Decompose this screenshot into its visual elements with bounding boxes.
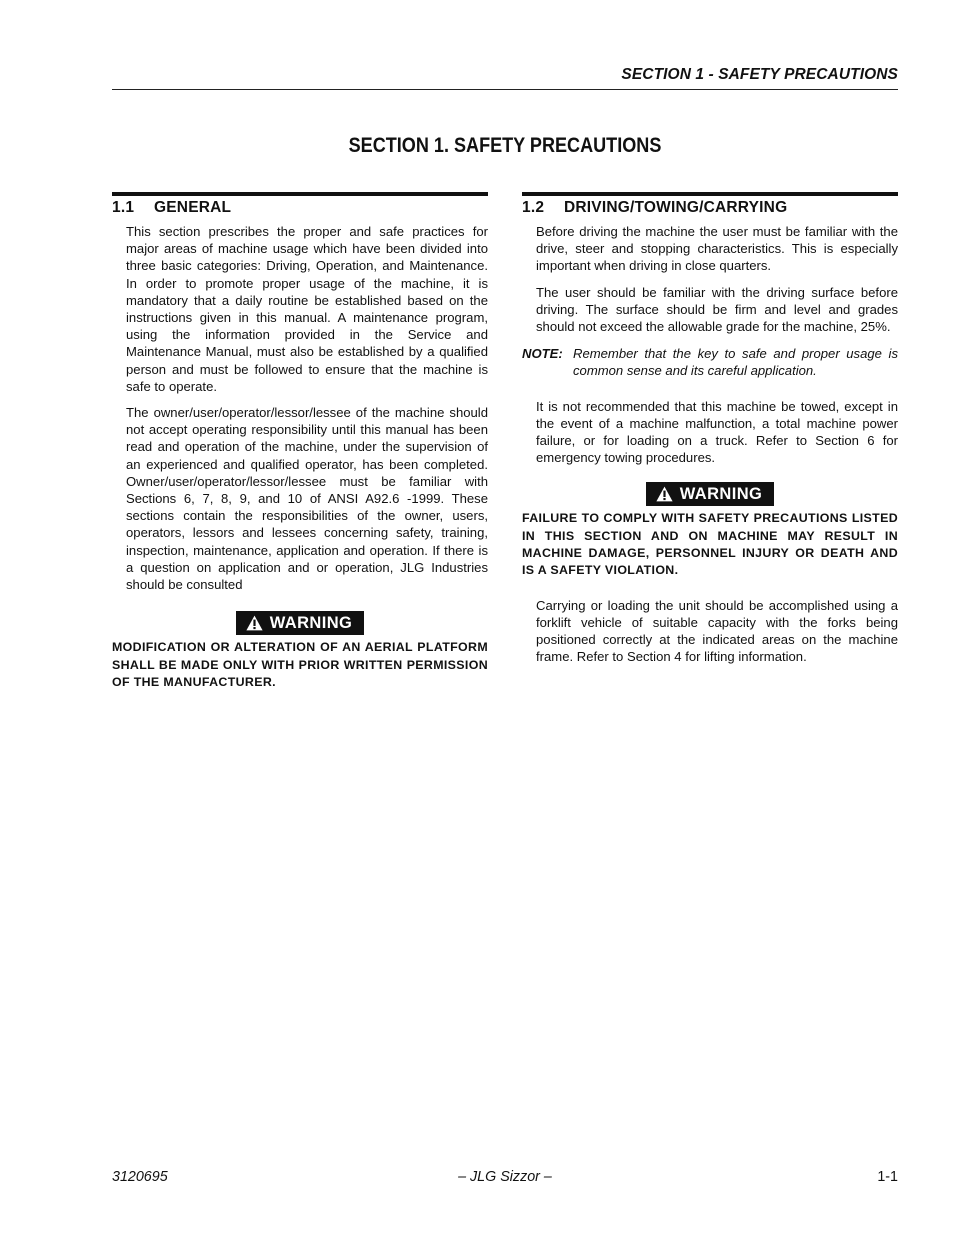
header-rule xyxy=(112,89,898,90)
section-rule xyxy=(522,192,898,196)
warning-badge xyxy=(236,611,365,635)
body-paragraph: The owner/user/operator/lessor/lessee of the machine should not accept operating responsibility until this manual has been read and operation of the machine, under the supervision of an experienced and qualified operator, has been completed. Owner/user/operator/lessor/lessee must be familiar with Sections 6, 7, 8, 9, and 10 of ANSI A92.6 -1999. These sections contain the responsibilities of the owner, users, operators, lessors and lessees concerning safety, training, inspection, maintenance, application and operation. If there is a question on application and or operation, JLG Industries should be consulted xyxy=(126,405,488,593)
section-heading-driving xyxy=(522,199,898,219)
body-paragraph: The user should be familiar with the driving surface before driving. The surface should be firm and level and grades should not exceed the allowable grade for the machine, 25%. xyxy=(536,284,898,335)
warning-badge xyxy=(646,482,775,506)
section-title: DRIVING/TOWING/CARRYING xyxy=(564,199,788,216)
warning-text: FAILURE TO COMPLY WITH SAFETY PRECAUTIONS LISTED IN THIS SECTION AND ON MACHINE MAY RESULT IN MACHINE DAMAGE, PERSONNEL INJURY OR DEATH AND IS A SAFETY VIOLATION. xyxy=(522,511,898,578)
body-paragraph: Carrying or loading the unit should be accomplished using a forklift vehicle of suitable capacity with the forks being positioned correctly at the indicated areas on the machine frame. Refer to Section 4 for lifting information. xyxy=(536,597,898,665)
warning-label: WARNING xyxy=(269,614,353,633)
page-footer xyxy=(112,1169,898,1189)
page-number: 1-1 xyxy=(877,1169,898,1185)
warning-label: WARNING xyxy=(679,485,763,504)
body-paragraph: Before driving the machine the user must be familiar with the drive, steer and stopping characteristics. This is especially important when driving in close quarters. xyxy=(536,224,898,274)
warning-text: MODIFICATION OR ALTERATION OF AN AERIAL PLATFORM SHALL BE MADE ONLY WITH PRIOR WRITTEN PERMISSION OF THE MANUFACTURER. xyxy=(112,640,488,689)
note-text: Remember that the key to safe and proper usage is common sense and its careful application. xyxy=(573,346,898,379)
section-number: 1.2 xyxy=(522,199,545,216)
left-column xyxy=(112,192,488,691)
document-number: 3120695 xyxy=(112,1169,168,1185)
section-rule xyxy=(112,192,488,196)
section-title: GENERAL xyxy=(154,199,232,216)
note-label: NOTE: xyxy=(522,346,563,362)
section-heading-general xyxy=(112,199,488,219)
section-number: 1.1 xyxy=(112,199,135,216)
body-paragraph: It is not recommended that this machine be towed, except in the event of a machine malfunction, a total machine power failure, or for loading on a truck. Refer to Section 6 for emergency towing procedures. xyxy=(536,398,898,466)
page-title: SECTION 1. SAFETY PRECAUTIONS xyxy=(348,134,662,157)
warning-triangle-icon xyxy=(246,615,263,631)
right-column xyxy=(522,192,898,665)
running-header-title: SECTION 1 - SAFETY PRECAUTIONS xyxy=(621,66,898,83)
product-name: – JLG Sizzor – xyxy=(458,1169,552,1185)
note-block xyxy=(522,345,898,379)
body-paragraph: This section prescribes the proper and safe practices for major areas of machine usage which have been divided into three basic categories: Driving, Operation, and Maintenance. In order to promote proper usage of the machine, it is mandatory that a daily routine be established based on the instructions given in this manual. A maintenance program, using the information provided in the Service and Maintenance Manual, must also be established by a qualified person and must be followed to ensure that the machine is safe to operate. xyxy=(126,224,488,394)
warning-header xyxy=(112,611,488,635)
warning-header xyxy=(522,482,898,506)
warning-triangle-icon xyxy=(656,486,673,502)
